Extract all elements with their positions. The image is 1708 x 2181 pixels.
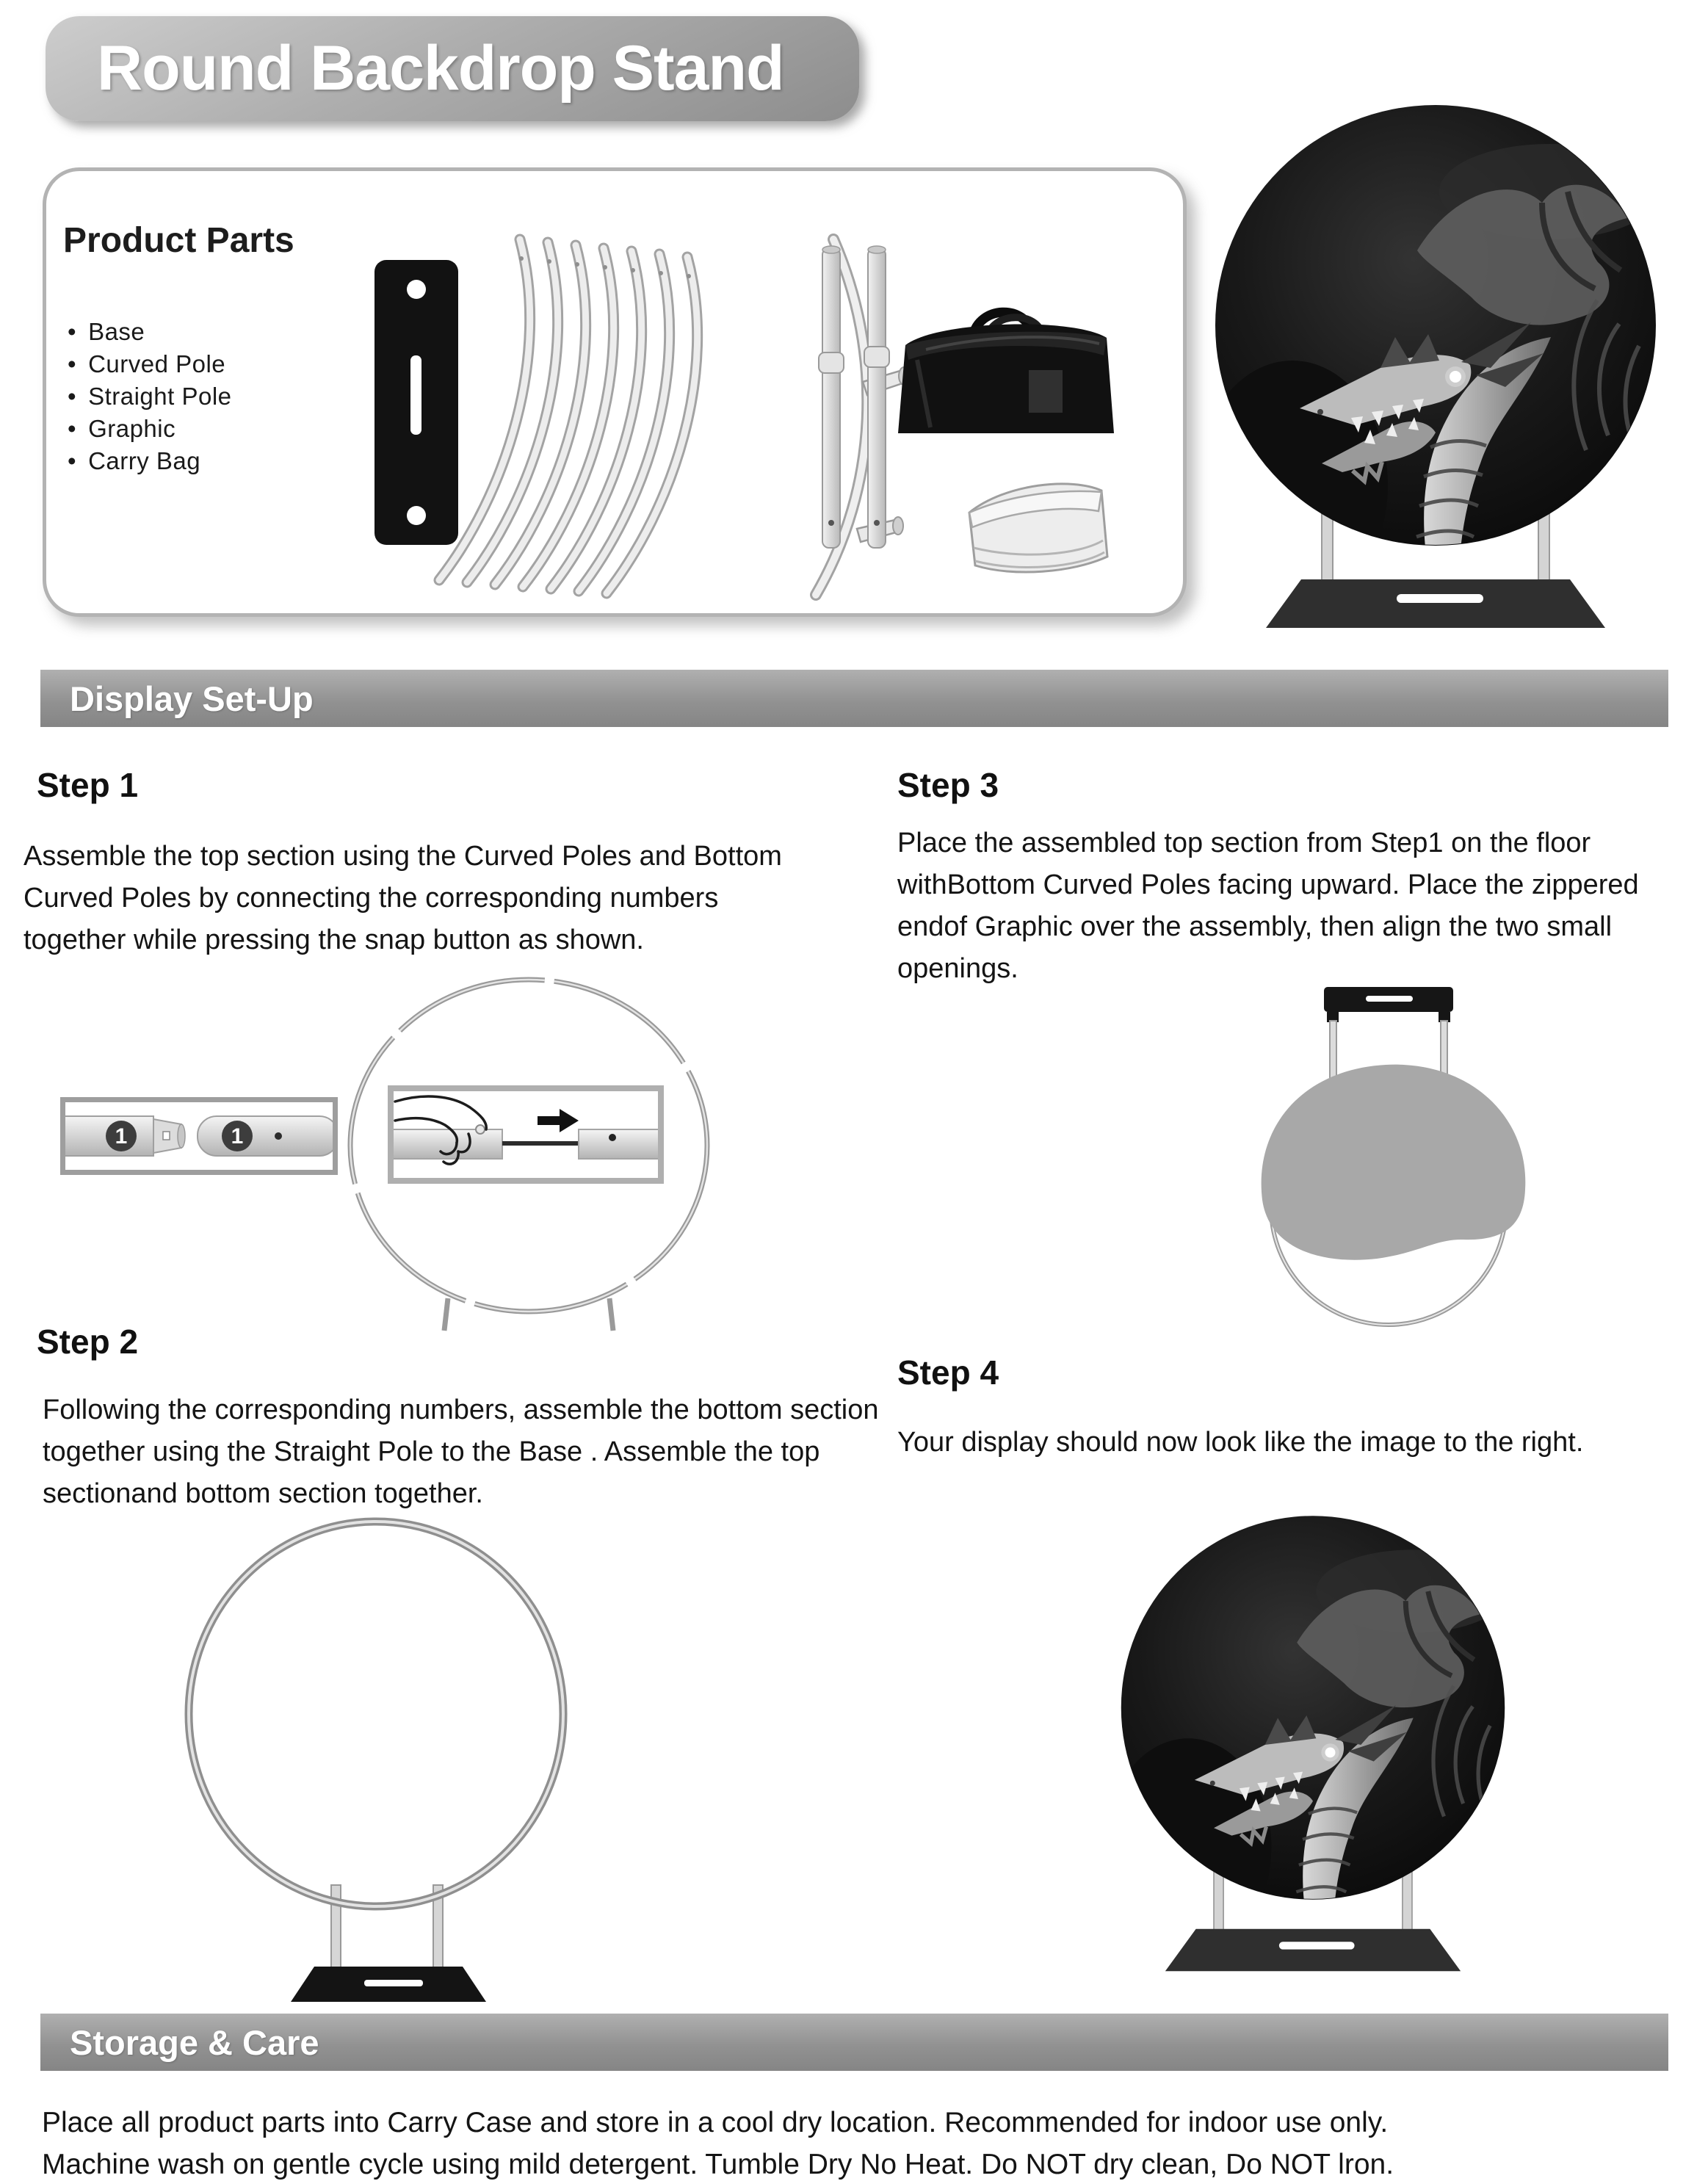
folded-graphic-illustration: [947, 469, 1123, 589]
carry-bag-illustration: [885, 292, 1127, 446]
title-banner: [46, 16, 859, 121]
step2-text: Following the corresponding numbers, assemble the bottom section together using the Straight Pole to the Base . Assemble the top sectionand bottom section together.: [43, 1395, 879, 1509]
care-line-1: Place all product parts into Carry Case and store in a cool dry location. Recommended for indoor use only.: [42, 2107, 1389, 2138]
step4-heading: Step 4: [897, 1353, 999, 1392]
pole-number-badge: 1: [115, 1124, 128, 1149]
step2-assembled-frame-diagram: [175, 1514, 577, 2008]
storage-care-text: [42, 2102, 1687, 2181]
snap-button-art: [394, 1091, 658, 1178]
pole-number-badge: 1: [231, 1124, 244, 1149]
care-line-2: Machine wash on gentle cycle using mild detergent. Tumble Dry No Heat. Do NOT dry clean, Do NOT lron.: [42, 2149, 1394, 2180]
product-parts-heading: Product Parts: [63, 221, 294, 260]
list-item: • Graphic: [68, 413, 232, 445]
step3-graphic-over-frame-diagram: [1215, 983, 1563, 1337]
display-setup-banner: [40, 670, 1668, 727]
step1-snap-button-diagram: [388, 1085, 664, 1184]
step1-text: Assemble the top section using the Curved Poles and Bottom Curved Poles by connecting the corresponding numbers together while pressing the snap button as shown.: [23, 841, 782, 955]
storage-care-banner: [40, 2014, 1668, 2071]
list-item: • Base: [68, 316, 232, 348]
product-parts-list: [68, 316, 232, 477]
step1-pole-connection-diagram: [60, 1097, 338, 1175]
step3-heading: Step 3: [897, 766, 999, 804]
step1-heading: Step 1: [37, 766, 139, 804]
pole-connection-art: [65, 1102, 333, 1170]
list-item: • Curved Pole: [68, 348, 232, 380]
step2-heading: Step 2: [37, 1323, 139, 1361]
curved-poles-illustration: [411, 229, 742, 617]
step4-text: Your display should now look like the image to the right.: [897, 1427, 1584, 1458]
step3-text: Place the assembled top section from Step1 on the floor withBottom Curved Poles facing upward. Place the zippered endof Graphic over the assembly, then align the two small openings.: [897, 828, 1639, 984]
list-item: • Carry Bag: [68, 445, 232, 477]
display-setup-banner-label: Display Set-Up: [70, 679, 314, 718]
assembled-display-photo: [1197, 103, 1674, 633]
storage-care-banner-label: Storage & Care: [70, 2022, 319, 2062]
step4-finished-display-photo: [1105, 1514, 1521, 1975]
list-item: • Straight Pole: [68, 380, 232, 413]
page-title: Round Backdrop Stand: [97, 33, 784, 104]
